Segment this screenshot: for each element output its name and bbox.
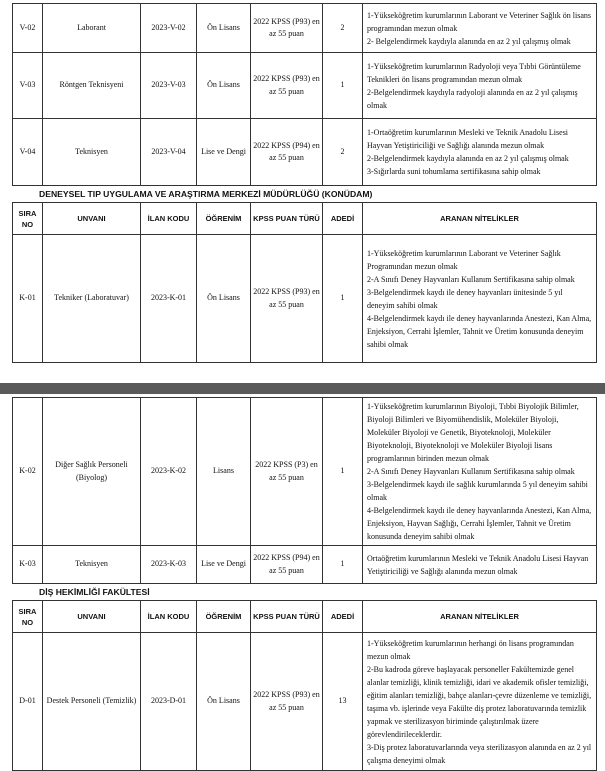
cell-ogrenim: Ön Lisans bbox=[197, 633, 251, 771]
header-aranan-nitelikler: ARANAN NİTELİKLER bbox=[363, 203, 597, 235]
table-row bbox=[13, 53, 597, 119]
cell-unvani: Destek Personeli (Temizlik) bbox=[43, 633, 141, 771]
cell-ogrenim: Ön Lisans bbox=[197, 4, 251, 53]
cell-sira-no: V-02 bbox=[13, 4, 43, 53]
konudam-table-2 bbox=[12, 397, 597, 584]
header-ogrenim: ÖĞRENİM bbox=[197, 601, 251, 633]
header-ilan-kodu: İLAN KODU bbox=[141, 203, 197, 235]
requirement-item: 4-Belgelendirmek kaydı ile deney hayvanlarında Anestezi, Kan Alma, Enjeksiyon, Hayvan Sağlığı, Cerrahi İşlemler, Tahnit ve Üretim konusunda deneyim sahibi olmak bbox=[367, 506, 592, 541]
table-row bbox=[13, 398, 597, 546]
cell-aranan-nitelikler bbox=[363, 398, 597, 546]
header-row bbox=[13, 601, 597, 633]
document-page-2 bbox=[0, 394, 605, 771]
cell-unvani: Tekniker (Laboratuvar) bbox=[43, 235, 141, 363]
header-ilan-kodu: İLAN KODU bbox=[141, 601, 197, 633]
cell-ilan-kodu: 2023-V-04 bbox=[141, 119, 197, 186]
konudam-rows-1 bbox=[13, 235, 597, 363]
header-unvani: UNVANI bbox=[43, 203, 141, 235]
page-1-content bbox=[12, 3, 597, 363]
table-row bbox=[13, 4, 597, 53]
section-title-konudam: DENEYSEL TIP UYGULAMA VE ARAŞTIRMA MERKEZİ MÜDÜRLÜĞÜ (KONÜDAM) bbox=[39, 189, 373, 199]
cell-unvani: Laborant bbox=[43, 4, 141, 53]
konudam-table-1 bbox=[12, 202, 597, 363]
requirement-item: 1-Yükseköğretim kurumlarının Radyoloji veya Tıbbi Görüntüleme Teknikleri ön lisans programından mezun olmak bbox=[367, 61, 581, 84]
cell-ogrenim: Lise ve Dengi bbox=[197, 546, 251, 584]
cell-unvani: Diğer Sağlık Personeli (Biyolog) bbox=[43, 398, 141, 546]
cell-kpss: 2022 KPSS (P93) en az 55 puan bbox=[251, 235, 323, 363]
header-adedi: ADEDİ bbox=[323, 203, 363, 235]
requirement-item: 1-Yükseköğretim kurumlarının Laborant ve Veteriner Sağlık ön lisans programından mezun olmak bbox=[367, 10, 592, 33]
header-kpss-puan-turu: KPSS PUAN TÜRÜ bbox=[251, 601, 323, 633]
table-row bbox=[13, 546, 597, 584]
cell-aranan-nitelikler bbox=[363, 53, 597, 119]
requirement-item: 2-A Sınıfı Deney Hayvanları Kullanım Sertifikasına sahip olmak bbox=[367, 274, 575, 284]
cell-aranan-nitelikler bbox=[363, 119, 597, 186]
section-title-dis-hekimligi: DİŞ HEKİMLİĞİ FAKÜLTESİ bbox=[39, 587, 150, 597]
veteriner-rows bbox=[13, 4, 597, 186]
requirement-item: 1-Ortaöğretim kurumlarının Mesleki ve Teknik Anadolu Lisesi Hayvan Yetiştiriciliği ve Sağlığı alanında mezun olmak bbox=[367, 128, 569, 150]
cell-kpss: 2022 KPSS (P93) en az 55 puan bbox=[251, 53, 323, 119]
header-sira-no: SIRA NO bbox=[13, 203, 43, 235]
requirement-item: 1-Yükseköğretim kurumlarının Biyoloji, Tıbbi Biyolojik Bilimler, Biyoloji Bilimleri ve Biyomühendislik, Moleküler Biyoloji, Moleküler Biyoloji ve Genetik, Biyoteknoloji, Moleküler Biyoteknoloji, Biyoteknoloji ve Moleküler Biyoloji lisans programlarının birinden mezun olmak bbox=[367, 402, 579, 463]
header-ogrenim: ÖĞRENİM bbox=[197, 203, 251, 235]
requirement-item: Ortaöğretim kurumlarının Mesleki ve Teknik Anadolu Lisesi Hayvan Yetiştiriciliği ve Sağlığı alanında mezun olmak bbox=[367, 553, 589, 576]
requirement-item: 2-Belgelendirmek kaydıyla alanında en az 2 yıl çalışmış olmak bbox=[367, 154, 569, 163]
cell-adedi: 2 bbox=[323, 4, 363, 53]
cell-kpss: 2022 KPSS (P94) en az 55 puan bbox=[251, 119, 323, 186]
cell-adedi: 1 bbox=[323, 398, 363, 546]
cell-unvani: Röntgen Teknisyeni bbox=[43, 53, 141, 119]
header-unvani: UNVANI bbox=[43, 601, 141, 633]
cell-ilan-kodu: 2023-K-03 bbox=[141, 546, 197, 584]
table-row bbox=[13, 633, 597, 771]
cell-sira-no: V-04 bbox=[13, 119, 43, 186]
requirement-item: 2- Belgelendirmek kaydıyla alanında en az 2 yıl çalışmış olmak bbox=[367, 36, 571, 46]
header-sira-no: SIRA NO bbox=[13, 601, 43, 633]
requirement-item: 3-Diş protez laboratuvarlarında veya sterilizasyon alanında en az 2 yıl çalışma deneyimi olmak bbox=[367, 742, 592, 765]
header-adedi: ADEDİ bbox=[323, 601, 363, 633]
requirement-item: 4-Belgelendirmek kaydı ile deney hayvanlarında Anestezi, Kan Alma, Enjeksiyon, Cerrahi İşlemler, Tahnit ve Üretim konusunda deneyim sahibi olmak bbox=[367, 313, 592, 349]
cell-ogrenim: Lise ve Dengi bbox=[197, 119, 251, 186]
table-row bbox=[13, 235, 597, 363]
page-separator bbox=[0, 383, 605, 394]
header-aranan-nitelikler: ARANAN NİTELİKLER bbox=[363, 601, 597, 633]
cell-ilan-kodu: 2023-K-01 bbox=[141, 235, 197, 363]
cell-aranan-nitelikler bbox=[363, 546, 597, 584]
cell-adedi: 1 bbox=[323, 235, 363, 363]
konudam-rows-2 bbox=[13, 398, 597, 584]
cell-sira-no: K-01 bbox=[13, 235, 43, 363]
dis-hekimligi-header bbox=[13, 601, 597, 633]
requirement-item: 2-A Sınıfı Deney Hayvanları Kullanım Sertifikasına sahip olmak bbox=[367, 467, 575, 476]
requirement-item: 3-Belgelendirmek kaydı ile sağlık kurumlarında 5 yıl deneyim sahibi olmak bbox=[367, 480, 588, 502]
cell-ilan-kodu: 2023-D-01 bbox=[141, 633, 197, 771]
cell-sira-no: D-01 bbox=[13, 633, 43, 771]
cell-ilan-kodu: 2023-V-03 bbox=[141, 53, 197, 119]
document-page-1 bbox=[0, 0, 605, 383]
header-kpss-puan-turu: KPSS PUAN TÜRÜ bbox=[251, 203, 323, 235]
dis-hekimligi-rows bbox=[13, 633, 597, 771]
cell-sira-no: V-03 bbox=[13, 53, 43, 119]
requirement-item: 3-Sığırlarda suni tohumlama sertifikasına sahip olmak bbox=[367, 167, 541, 176]
cell-kpss: 2022 KPSS (P94) en az 55 puan bbox=[251, 546, 323, 584]
cell-sira-no: K-03 bbox=[13, 546, 43, 584]
cell-aranan-nitelikler bbox=[363, 235, 597, 363]
dis-hekimligi-table bbox=[12, 600, 597, 771]
konudam-header-1 bbox=[13, 203, 597, 235]
cell-unvani: Teknisyen bbox=[43, 546, 141, 584]
requirement-item: 2-Bu kadroda göreve başlayacak personeller Fakültemizde genel alanlar temizliği, klinik temizliği, idari ve akademik ofisler temizliği, eğitim alanları temizliği, bahçe alanları-çevre düzenleme ve temizliği, taşıma vb. işlerinde veya Fakülte diş protez laboratuvarında temizlik yapmak ve sterilizasyon biriminde çalıştırılmak üzere görevlendirileceklerdir. bbox=[367, 664, 592, 739]
requirement-item: 1-Yükseköğretim kurumlarının herhangi ön lisans programından mezun olmak bbox=[367, 638, 574, 661]
cell-ogrenim: Ön Lisans bbox=[197, 53, 251, 119]
cell-adedi: 1 bbox=[323, 53, 363, 119]
table-row bbox=[13, 119, 597, 186]
cell-kpss: 2022 KPSS (P93) en az 55 puan bbox=[251, 4, 323, 53]
cell-ogrenim: Lisans bbox=[197, 398, 251, 546]
cell-sira-no: K-02 bbox=[13, 398, 43, 546]
cell-unvani: Teknisyen bbox=[43, 119, 141, 186]
veteriner-table bbox=[12, 3, 597, 186]
cell-aranan-nitelikler bbox=[363, 633, 597, 771]
page-2-content bbox=[12, 397, 597, 771]
requirement-item: 2-Belgelendirmek kaydıyla radyoloji alanında en az 2 yıl çalışmış olmak bbox=[367, 87, 578, 110]
cell-adedi: 13 bbox=[323, 633, 363, 771]
cell-ilan-kodu: 2023-K-02 bbox=[141, 398, 197, 546]
cell-ilan-kodu: 2023-V-02 bbox=[141, 4, 197, 53]
cell-kpss: 2022 KPSS (P93) en az 55 puan bbox=[251, 633, 323, 771]
cell-adedi: 1 bbox=[323, 546, 363, 584]
requirement-item: 1-Yükseköğretim kurumlarının Laborant ve Veteriner Sağlık Programından mezun olmak bbox=[367, 248, 561, 271]
requirement-item: 3-Belgelendirmek kaydı ile deney hayvanları ünitesinde 5 yıl deneyim sahibi olmak bbox=[367, 287, 563, 310]
cell-aranan-nitelikler bbox=[363, 4, 597, 53]
cell-kpss: 2022 KPSS (P3) en az 55 puan bbox=[251, 398, 323, 546]
header-row bbox=[13, 203, 597, 235]
cell-ogrenim: Ön Lisans bbox=[197, 235, 251, 363]
cell-adedi: 2 bbox=[323, 119, 363, 186]
